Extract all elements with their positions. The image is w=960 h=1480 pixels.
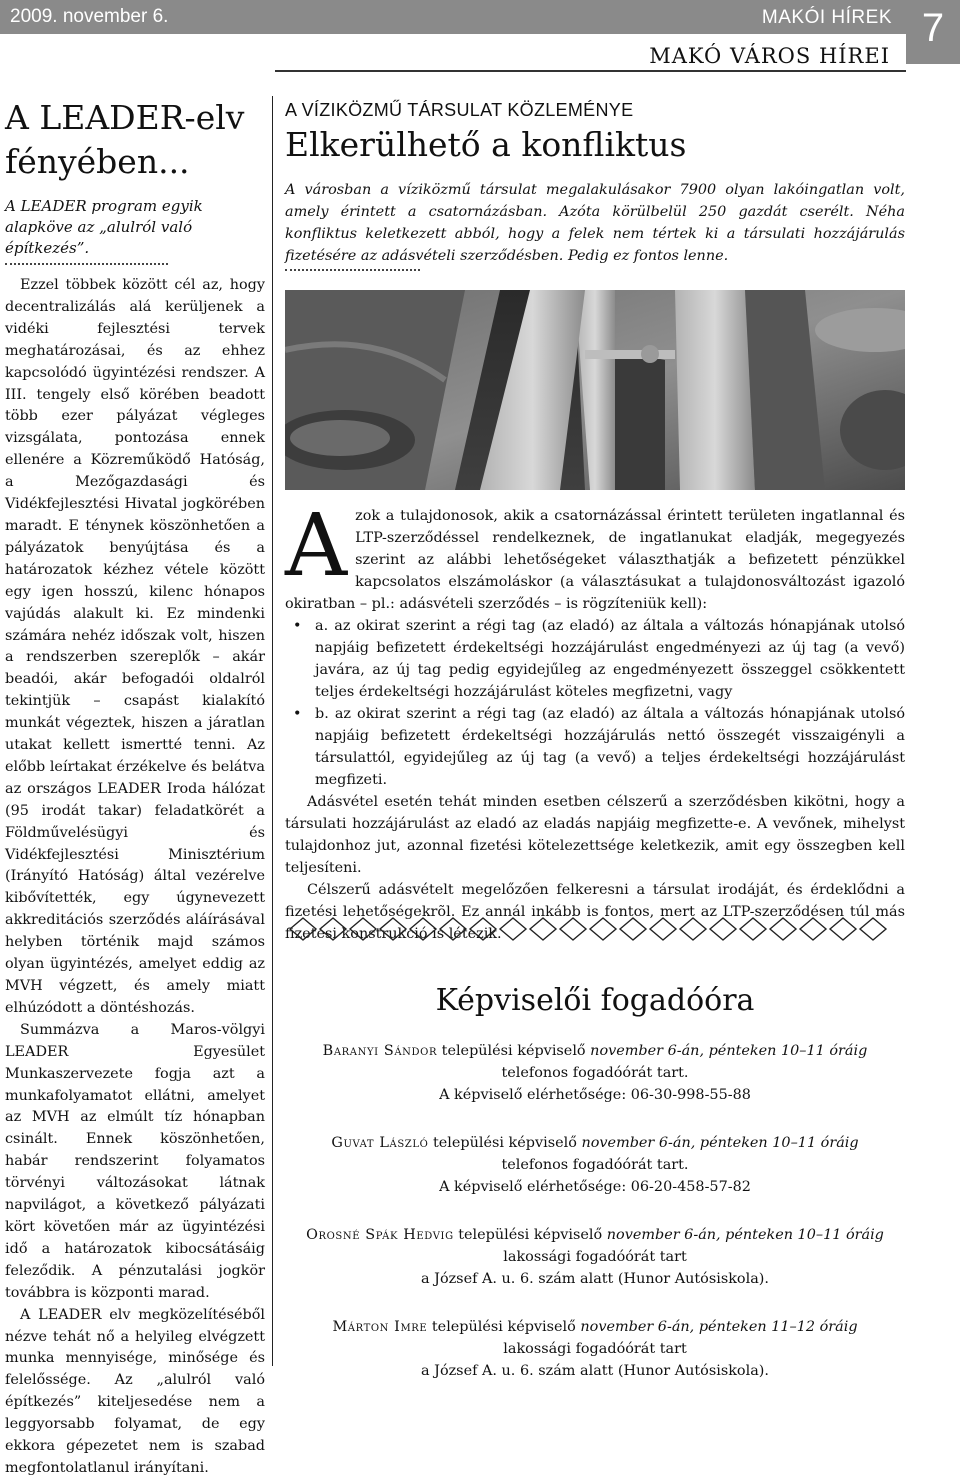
options-list [285, 615, 905, 791]
article-lead: A városban a víziközmű társulat megalakulásakor 7900 olyan lakóingatlan volt, amely érintett a csatornázásban. Azóta körülbelül 250 gazdát cserélt. Néha konfliktus keletkezett abból, hogy a felek nem tértek ki a társulati hozzájárulás fizetésére az adásvételi szerződésben. Pedig ez fontos lenne. [285, 182, 905, 264]
section-subtitle: MAKÓ VÁROS HÍREI [649, 44, 890, 68]
vizikozmu-article [285, 100, 905, 271]
leader-title-line-1: A LEADER-elv [5, 98, 245, 137]
rep-when: november 6-án, pénteken 10–11 óráig [581, 1135, 859, 1151]
rep-contact: a József A. u. 6. szám alatt (Hunor Autósiskola). [421, 1271, 769, 1287]
section-name: MAKÓI HÍREK [761, 7, 892, 28]
rep-contact: A képviselő elérhetősége: 06-30-998-55-88 [439, 1087, 751, 1103]
rep-line: telefonos fogadóórát tart. [501, 1065, 689, 1081]
list-item [285, 615, 905, 703]
sewer-trench-photo [285, 290, 905, 490]
rep-when: november 6-án, pénteken 10–11 óráig [606, 1227, 884, 1243]
list-item-text: b. az okirat szerint a régi tag (az eladó) az általa a változás hónapjának utolsó napjáig befizetett érdekeltségi hozzájárulás nettó összegét visszaigényli a társulattól, egyidejűleg az új tag (a vevő) a teljes érdekeltségi hozzájárulást megfizeti. [315, 706, 905, 788]
article-intro: zok a tulajdonosok, akik a csatornázással érintett területen ingatlannal és LTP-szerződéssel rendelkeznek, de ingatlanukat eladják, megegyezés szerint az alábbi lehetőségeket választhatják a befizetett pénzükkel kapcsolatos elszámoláskor (a választásukat a tulajdonosváltozást igazoló okiratban – pl.: adásvételi szerződés – is rögzíteniük kell): [285, 508, 905, 612]
leader-lead: A LEADER program egyik alapköve az „alulról való építkezés”. [5, 197, 203, 257]
leader-body [5, 275, 265, 1480]
list-item [285, 703, 905, 791]
dotted-separator [5, 263, 168, 265]
leader-article [5, 96, 265, 1480]
leader-paragraph: A LEADER elv megközelítéséből nézve tehát nő a helyileg elvégzett munka mennyisége, minősége és felelőssége. Az „alulról való építkezés” kiteljesedése nem a leggyorsabb folyamat, de egy ekkora gépezetet nem is szabad megfontolatlanul irányítani. [5, 1306, 265, 1476]
leader-paragraph: Summázva a Maros-völgyi LEADER Egyesület Munkaszervezete fogja azt a munkafolyamatot ellátni, amelyet az MVH az elmúlt tíz hónapban csinált. Ennek köszönhetően, habár rendszerint folyamatos törvényi változásokat látnak napvilágot, a következő pályázati kört követően már az ügyintézési idő a határozatok kibocsátásáig feleződik. A pénzutalási jogkör továbbra is központi marad. [5, 1021, 265, 1301]
rep-name: Márton Imre [332, 1319, 428, 1335]
rep-name: Guvat László [331, 1135, 429, 1151]
rep-role: települési képviselő [458, 1227, 603, 1243]
bullet-icon: • [293, 618, 302, 634]
rep-line: lakossági fogadóórát tart [503, 1249, 687, 1265]
leader-paragraph: Ezzel többek között cél az, hogy decentralizálás alá kerüljenek a vidéki fejlesztési tervek meghatározásai, és az ehhez kapcsolódó ügyintézési rendszer. A III. tengely első körében beadott több ezer pályázat végleges vizsgálata, pontozása ennek ellenére a Közreműködő Hatóság, a Mezőgazdasági és Vidékfejlesztési Hivatal jogkörében maradt. E ténynek köszönhetően a pályázatok benyújtása és a határozatok kézhez vétele között egy igen hosszú, kilenc hónapos vajúdás alakult ki. Ez mindenki számára nehéz időszak volt, hiszen a rendszerben szereplők – akár beadói, akár befogadói oldalról tekintjük – csapást kialakító munkát végeztek, hiszen a járatlan utakat kellett ismertté tenni. Az előbb leírtakat érzékelve és belátva az országos LEADER Iroda hálózat (95 irodát takar) feladatkörét a Földművelésügyi és Vidékfejlesztési Minisztérium (Irányító Hatóság) által vezérelve kibővítették, egy úgynevezett akkreditációs szerződés aláírásával helyben történik majd számos olyan ügyintézés, amelyet eddig az MVH végzett, és amely miatt elhúzódott a döntéshozás. [5, 277, 265, 1016]
issue-date: 2009. november 6. [10, 6, 169, 27]
rep-name: Baranyi Sándor [322, 1043, 438, 1059]
article-paragraph: Célszerű adásvételt megelőzően felkeresni a társulat irodáját, és érdeklődni a fizetési lehetőségekrõl. Ez annál inkább is fontos, mert az LTP-szerződésen túl más fizetési konstrukció is létezik. [285, 882, 905, 942]
page-number: 7 [921, 6, 945, 50]
representative-entry [285, 1224, 905, 1290]
rep-when: november 6-án, pénteken 11–12 óráig [580, 1319, 858, 1335]
representative-entry [285, 1132, 905, 1198]
rep-name: Orosné Spák Hedvig [306, 1227, 454, 1243]
rep-line: telefonos fogadóórát tart. [501, 1157, 689, 1173]
rep-contact: a József A. u. 6. szám alatt (Hunor Autósiskola). [421, 1363, 769, 1379]
article-body [285, 496, 905, 945]
dotted-separator [285, 269, 420, 271]
article-headline: Elkerülhető a konfliktus [285, 125, 687, 164]
diamond-ornament-row [285, 916, 905, 942]
representative-entry [285, 1316, 905, 1382]
rep-when: november 6-án, pénteken 10–11 óráig [590, 1043, 868, 1059]
leader-title [5, 96, 265, 184]
column-divider [272, 96, 273, 1366]
rep-role: települési képviselő [431, 1319, 576, 1335]
rep-line: lakossági fogadóórát tart [503, 1341, 687, 1357]
list-item-text: a. az okirat szerint a régi tag (az eladó) az általa a változás hónapjának utolsó napjáig befizetett érdekeltségi hozzájárulást engedményezi az új tag (a vevő) javára, az új tag pedig egyidejűleg az engedményezett összeggel csökkentett teljes érdekeltségi hozzájárulást köteles megfizetni, vagy [315, 618, 905, 700]
rep-role: települési képviselő [441, 1043, 586, 1059]
fogadoora-box [285, 955, 905, 1379]
article-paragraph: Adásvétel esetén tehát minden esetben célszerű a szerződésben kikötni, hogy a társulati hozzájárulást az eladó az eladás napjáig megfizette-e. A vevőnek, mihelyst tulajdonhoz jut, azonnal fizetési kötelezettsége keletkezik, amit egy összegben kell teljesíteni. [285, 794, 905, 876]
header-rule [275, 70, 906, 72]
page-header [0, 0, 960, 80]
representative-entry [285, 1040, 905, 1106]
article-kicker: A VÍZIKÖZMŰ TÁRSULAT KÖZLEMÉNYE [285, 100, 634, 120]
drop-cap: A [285, 496, 348, 596]
box-title: Képviselői fogadóóra [435, 983, 755, 1018]
bullet-icon: • [293, 706, 302, 722]
leader-title-line-2: fényében... [5, 142, 190, 181]
rep-contact: A képviselő elérhetősége: 06-20-458-57-82 [439, 1179, 751, 1195]
rep-role: települési képviselő [432, 1135, 577, 1151]
